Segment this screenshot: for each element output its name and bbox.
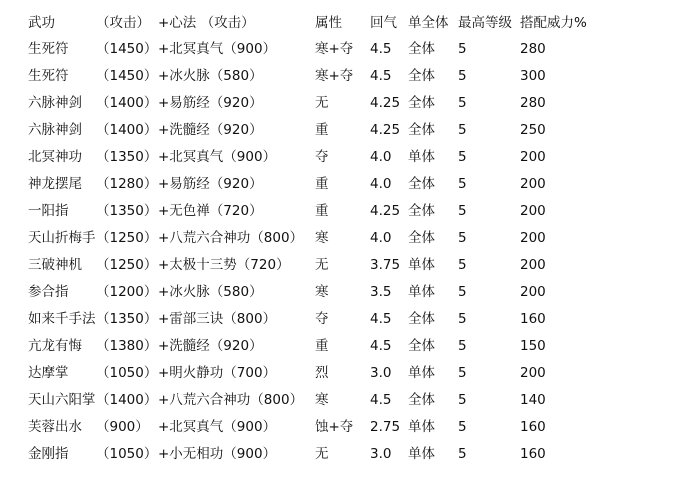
attribute: 无: [315, 446, 329, 462]
skill-name: 天山折梅手: [28, 230, 96, 246]
power-percent: 200: [520, 203, 546, 219]
attack-value: （1450）: [96, 68, 158, 84]
attribute: 重: [315, 122, 329, 138]
table-row: [0, 360, 675, 386]
mp-recovery: 3.0: [370, 446, 392, 462]
target-type: 全体: [408, 122, 435, 138]
heart-method: +北冥真气（900）: [158, 41, 277, 57]
attribute: 重: [315, 203, 329, 219]
skill-name: 金刚指: [28, 446, 69, 462]
attack-value: （1380）: [96, 338, 158, 354]
power-percent: 200: [520, 257, 546, 273]
target-type: 全体: [408, 338, 435, 354]
attack-value: （1400）: [96, 95, 158, 111]
max-level: 5: [458, 365, 467, 381]
target-type: 单体: [408, 419, 435, 435]
header-mp-recovery: 回气: [370, 15, 397, 31]
heart-method: +小无相功（900）: [158, 446, 277, 462]
header-skill: 武功: [28, 15, 55, 31]
target-type: 单体: [408, 365, 435, 381]
power-percent: 160: [520, 419, 546, 435]
skill-name: 六脉神剑: [28, 122, 82, 138]
target-type: 全体: [408, 95, 435, 111]
header-heart-method: +心法 （攻击）: [158, 15, 255, 31]
skill-name: 北冥神功: [28, 149, 82, 165]
header-target: 单全体: [408, 15, 449, 31]
attribute: 寒+夺: [315, 41, 354, 57]
attribute: 蚀+夺: [315, 419, 354, 435]
table-row: [0, 144, 675, 170]
attack-value: （1350）: [96, 311, 158, 327]
mp-recovery: 4.5: [370, 41, 392, 57]
heart-method: +洗髓经（920）: [158, 122, 263, 138]
power-percent: 140: [520, 392, 546, 408]
max-level: 5: [458, 284, 467, 300]
attribute: 夺: [315, 311, 329, 327]
heart-method: +雷部三诀（800）: [158, 311, 277, 327]
heart-method: +冰火脉（580）: [158, 284, 263, 300]
heart-method: +易筋经（920）: [158, 95, 263, 111]
header-max-level: 最高等级: [458, 15, 512, 31]
skill-name: 亢龙有悔: [28, 338, 82, 354]
attack-value: （1350）: [96, 203, 158, 219]
heart-method: +北冥真气（900）: [158, 419, 277, 435]
target-type: 全体: [408, 41, 435, 57]
skill-name: 一阳指: [28, 203, 69, 219]
attack-value: （1400）: [96, 392, 158, 408]
attack-value: （1250）: [96, 257, 158, 273]
mp-recovery: 4.5: [370, 392, 392, 408]
max-level: 5: [458, 41, 467, 57]
attack-value: （1050）: [96, 365, 158, 381]
table-row: [0, 333, 675, 359]
mp-recovery: 4.0: [370, 230, 392, 246]
power-percent: 250: [520, 122, 546, 138]
mp-recovery: 4.5: [370, 311, 392, 327]
heart-method: +八荒六合神功（800）: [158, 230, 304, 246]
max-level: 5: [458, 68, 467, 84]
table-row: [0, 171, 675, 197]
target-type: 全体: [408, 203, 435, 219]
table-row: [0, 198, 675, 224]
mp-recovery: 3.5: [370, 284, 392, 300]
target-type: 单体: [408, 257, 435, 273]
mp-recovery: 4.0: [370, 149, 392, 165]
target-type: 单体: [408, 284, 435, 300]
attribute: 寒+夺: [315, 68, 354, 84]
power-percent: 300: [520, 68, 546, 84]
target-type: 单体: [408, 446, 435, 462]
max-level: 5: [458, 311, 467, 327]
attack-value: （1200）: [96, 284, 158, 300]
mp-recovery: 4.5: [370, 68, 392, 84]
target-type: 全体: [408, 176, 435, 192]
target-type: 单体: [408, 149, 435, 165]
header-attribute: 属性: [315, 15, 342, 31]
skill-name: 达摩掌: [28, 365, 69, 381]
max-level: 5: [458, 95, 467, 111]
power-percent: 200: [520, 176, 546, 192]
table-row: [0, 36, 675, 62]
attack-value: （1280）: [96, 176, 158, 192]
target-type: 全体: [408, 68, 435, 84]
attribute: 无: [315, 257, 329, 273]
skill-name: 参合指: [28, 284, 69, 300]
mp-recovery: 4.25: [370, 122, 401, 138]
table-header-row: [0, 10, 675, 36]
skill-name: 芙蓉出水: [28, 419, 82, 435]
power-percent: 200: [520, 284, 546, 300]
power-percent: 200: [520, 230, 546, 246]
attribute: 寒: [315, 392, 329, 408]
mp-recovery: 4.5: [370, 338, 392, 354]
mp-recovery: 3.75: [370, 257, 401, 273]
table-row: [0, 279, 675, 305]
skill-name: 神龙摆尾: [28, 176, 82, 192]
heart-method: +太极十三势（720）: [158, 257, 290, 273]
max-level: 5: [458, 338, 467, 354]
attribute: 重: [315, 176, 329, 192]
table-row: [0, 387, 675, 413]
power-percent: 150: [520, 338, 546, 354]
attribute: 无: [315, 95, 329, 111]
table-row: [0, 225, 675, 251]
attack-value: （1050）: [96, 446, 158, 462]
max-level: 5: [458, 149, 467, 165]
power-percent: 200: [520, 365, 546, 381]
header-attack: （攻击）: [96, 15, 150, 31]
heart-method: +冰火脉（580）: [158, 68, 263, 84]
attribute: 寒: [315, 230, 329, 246]
heart-method: +易筋经（920）: [158, 176, 263, 192]
attack-value: （1400）: [96, 122, 158, 138]
heart-method: +洗髓经（920）: [158, 338, 263, 354]
max-level: 5: [458, 257, 467, 273]
max-level: 5: [458, 446, 467, 462]
target-type: 全体: [408, 392, 435, 408]
table-row: [0, 414, 675, 440]
table-row: [0, 90, 675, 116]
max-level: 5: [458, 176, 467, 192]
header-power-percent: 搭配威力%: [520, 15, 587, 31]
mp-recovery: 4.25: [370, 203, 401, 219]
heart-method: +明火静功（700）: [158, 365, 277, 381]
attribute: 重: [315, 338, 329, 354]
attribute: 夺: [315, 149, 329, 165]
mp-recovery: 2.75: [370, 419, 401, 435]
table-row: [0, 63, 675, 89]
attribute: 寒: [315, 284, 329, 300]
skill-name: 六脉神剑: [28, 95, 82, 111]
heart-method: +无色禅（720）: [158, 203, 263, 219]
power-percent: 200: [520, 149, 546, 165]
power-percent: 280: [520, 41, 546, 57]
skill-name: 天山六阳掌: [28, 392, 96, 408]
mp-recovery: 3.0: [370, 365, 392, 381]
target-type: 全体: [408, 230, 435, 246]
max-level: 5: [458, 419, 467, 435]
attack-value: （1250）: [96, 230, 158, 246]
skill-name: 三破神机: [28, 257, 82, 273]
power-percent: 160: [520, 446, 546, 462]
table-row: [0, 252, 675, 278]
max-level: 5: [458, 122, 467, 138]
table-row: [0, 441, 675, 467]
max-level: 5: [458, 230, 467, 246]
attack-value: （1450）: [96, 41, 158, 57]
power-percent: 160: [520, 311, 546, 327]
heart-method: +八荒六合神功（800）: [158, 392, 304, 408]
skill-name: 如来千手法: [28, 311, 96, 327]
mp-recovery: 4.0: [370, 176, 392, 192]
heart-method: +北冥真气（900）: [158, 149, 277, 165]
max-level: 5: [458, 203, 467, 219]
attack-value: （900）: [96, 419, 149, 435]
table-row: [0, 117, 675, 143]
mp-recovery: 4.25: [370, 95, 401, 111]
attribute: 烈: [315, 365, 329, 381]
max-level: 5: [458, 392, 467, 408]
skill-name: 生死符: [28, 68, 69, 84]
power-percent: 280: [520, 95, 546, 111]
table-row: [0, 306, 675, 332]
skill-name: 生死符: [28, 41, 69, 57]
target-type: 全体: [408, 311, 435, 327]
attack-value: （1350）: [96, 149, 158, 165]
